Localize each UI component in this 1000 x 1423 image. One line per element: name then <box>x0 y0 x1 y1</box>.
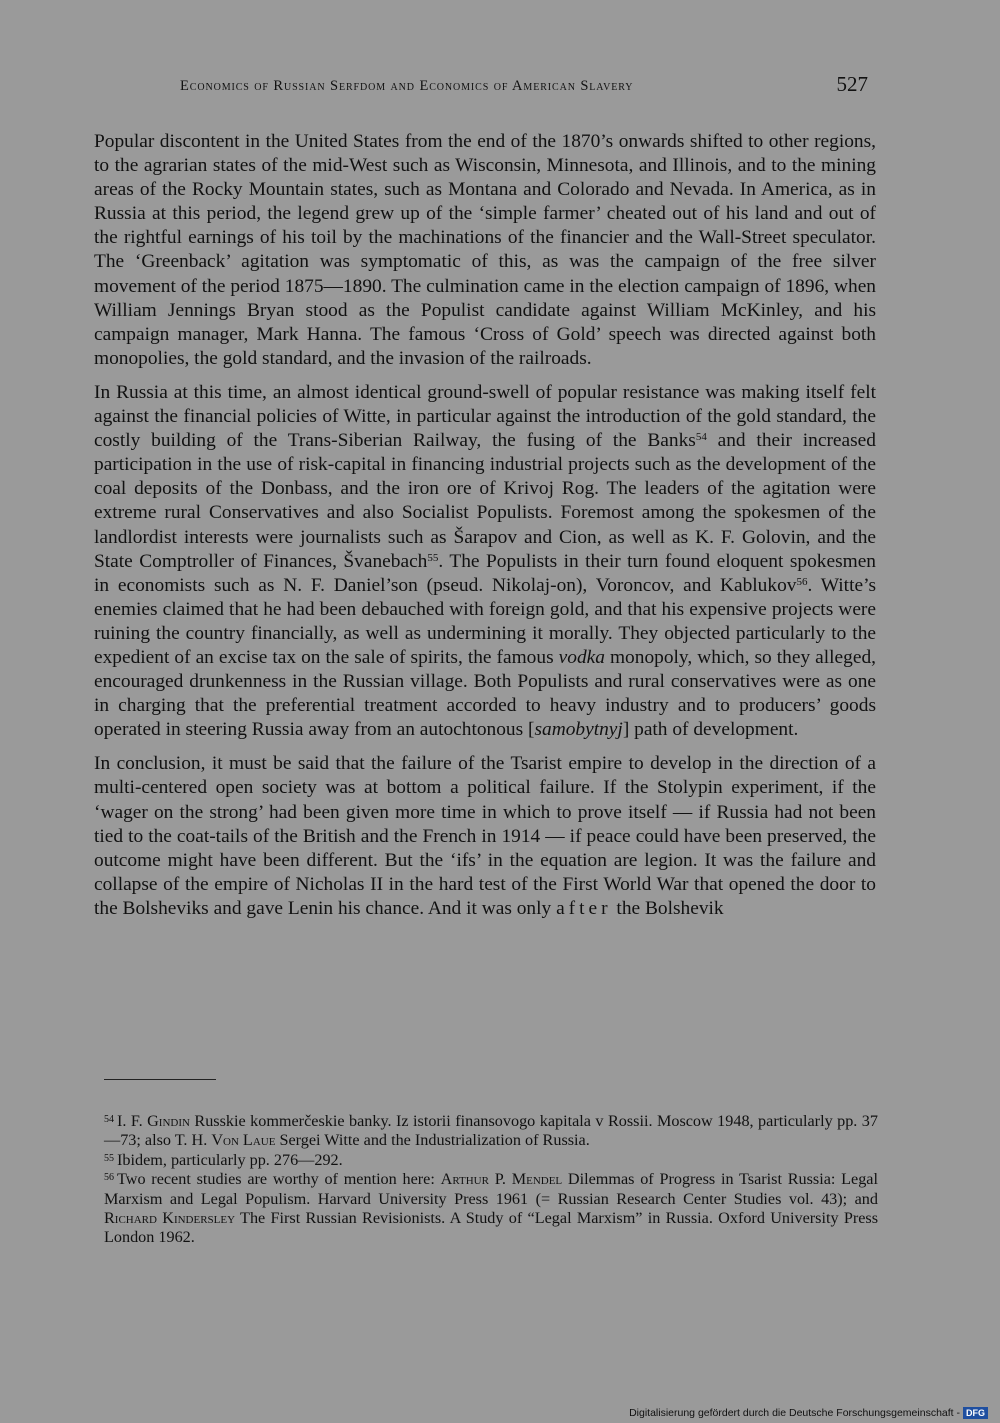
footnotes <box>104 1112 878 1248</box>
term-vodka: vodka <box>558 646 605 668</box>
paragraph-3-text-a: In conclusion, it must be said that the failure of the Tsarist empire to develop in the direction of a multi-centered open society was at bottom a political failure. If the Stolypin experiment, if the ‘wager on the strong’ had been given more time in which to prove itself — if Russia had not been tied to the coat-tails of the British and the French in 1914 — if peace could have been preserved, the outcome might have been different. But the ‘ifs’ in the equation are legion. It was the failure and collapse of the empire of Nicholas II in the hard test of the First World War that opened the door to the Bolsheviks and gave Lenin his chance. And it was only <box>94 753 876 919</box>
footnote-ref-54: 54 <box>695 431 707 444</box>
funding-note: Digitalisierung gefördert durch die Deutsche Forschungsgemeinschaft - <box>629 1407 960 1419</box>
paragraph-2-text-d: . Witte’s enemies claimed that he had been debauched with foreign gold, and that his expensive projects were ruining the country financially, as well as undermining it morally. They objected particularly to the expedient of an excise tax on the sale of spirits, the famous <box>94 574 876 668</box>
footnote-55 <box>104 1151 878 1170</box>
footnote-56 <box>104 1170 878 1248</box>
footnote-54-author-2: Von Laue <box>211 1131 276 1150</box>
footnote-54-mark: 54 <box>104 1114 114 1125</box>
page-number: 527 <box>836 72 868 96</box>
footnote-56-text-3: The First Russian Revisionists. A Study of “Legal Marxism” in Russia. Oxford University Press London 1962. <box>104 1209 878 1247</box>
footnote-55-text: Ibidem, particularly pp. 276—292. <box>117 1150 343 1169</box>
footnote-54-text-2: Sergei Witte and the Industrialization of Russia. <box>275 1131 590 1150</box>
emphasis-after: after <box>556 897 612 919</box>
paragraph-3-text-b: the Bolshevik <box>611 897 724 919</box>
footnote-ref-55: 55 <box>427 551 439 564</box>
footnote-ref-56: 56 <box>796 575 808 588</box>
footnote-56-mark: 56 <box>104 1172 114 1184</box>
paragraph-2 <box>94 381 876 742</box>
paragraph-2-text-c: . The Populists in their turn found eloquent spokesmen in economists such as N. F. Daniel’son (pseud. Nikolaj-on), Voroncov, and Kablukov <box>94 550 876 596</box>
running-head: Economics of Russian Serfdom and Economics of American Slavery <box>180 78 634 94</box>
footnote-56-author-1: Arthur P. Mendel <box>440 1170 563 1189</box>
footnote-56-text-2: Dilemmas of Progress in Tsarist Russia: Legal Marxism and Legal Populism. Harvard University Press 1961 (= Russian Research Center Studies vol. 43); and <box>104 1170 878 1208</box>
paragraph-1: Popular discontent in the United States from the end of the 1870’s onwards shifted to other regions, to the agrarian states of the mid-West such as Wisconsin, Minnesota, and Illinois, and to the mining areas of the Rocky Mountain states, such as Montana and Colorado and Nevada. In America, as in Russia at this period, the legend grew up of the ‘simple farmer’ cheated out of his land and out of the rightful earnings of his toil by the machinations of the financier and the Wall-Street speculator. The ‘Greenback’ agitation was symptomatic of this, as was the campaign of the free silver movement of the period 1875—1890. The culmination came in the election campaign of 1896, when William Jennings Bryan stood as the Populist candidate against William McKinley, and his campaign manager, Mark Hanna. The famous ‘Cross of Gold’ speech was directed against both monopolies, the gold standard, and the invasion of the railroads. <box>94 131 876 369</box>
digitization-footer <box>629 1407 988 1419</box>
footnote-divider <box>104 1079 216 1080</box>
footnote-55-mark: 55 <box>104 1152 114 1164</box>
paragraph-2-text-f: ] path of development. <box>622 719 799 741</box>
footnote-54 <box>104 1112 878 1151</box>
paragraph-2-text-b: and their increased participation in the use of risk-capital in financing industrial projects such as the development of the coal deposits of the Donbass, and the iron ore of Krivoj Rog. The leaders of the agitation were extreme rural Conservatives and also Socialist Populists. Foremost among the spokesmen of the landlordist interests were journalists such as Šarapov and Cion, as well as K. F. Golovin, and the State Comptroller of Finances, Švanebach <box>94 430 876 572</box>
paragraph-2-text-a: In Russia at this time, an almost identical ground-swell of popular resistance was making itself felt against the financial policies of Witte, in particular against the introduction of the gold standard, the costly building of the Trans-Siberian Railway, the fusing of the Banks <box>94 381 876 452</box>
term-samobytnyj: samobytnyj <box>534 719 623 741</box>
footnote-54-text-1: Russkie kommerčeskie banky. Iz istorii finansovogo kapitala v Rossii. Moscow 1948, particularly pp. 37—73; also T. H. <box>104 1112 878 1150</box>
body-text <box>94 130 876 931</box>
paragraph-2-text-e: monopoly, which, so they alleged, encouraged drunkenness in the Russian village. Both Populists and rural conservatives were as one in charging that the preferential treatment accorded to heavy industry and to producers’ goods operated in steering Russia away from an autochtonous [ <box>94 646 876 741</box>
footnote-56-text-1: Two recent studies are worthy of mention here: <box>117 1170 441 1189</box>
footnote-54-author-1: I. F. Gindin <box>117 1112 190 1130</box>
footnote-56-author-2: Richard Kindersley <box>104 1209 236 1228</box>
dfg-logo: DFG <box>963 1407 988 1419</box>
paragraph-3 <box>94 752 876 921</box>
